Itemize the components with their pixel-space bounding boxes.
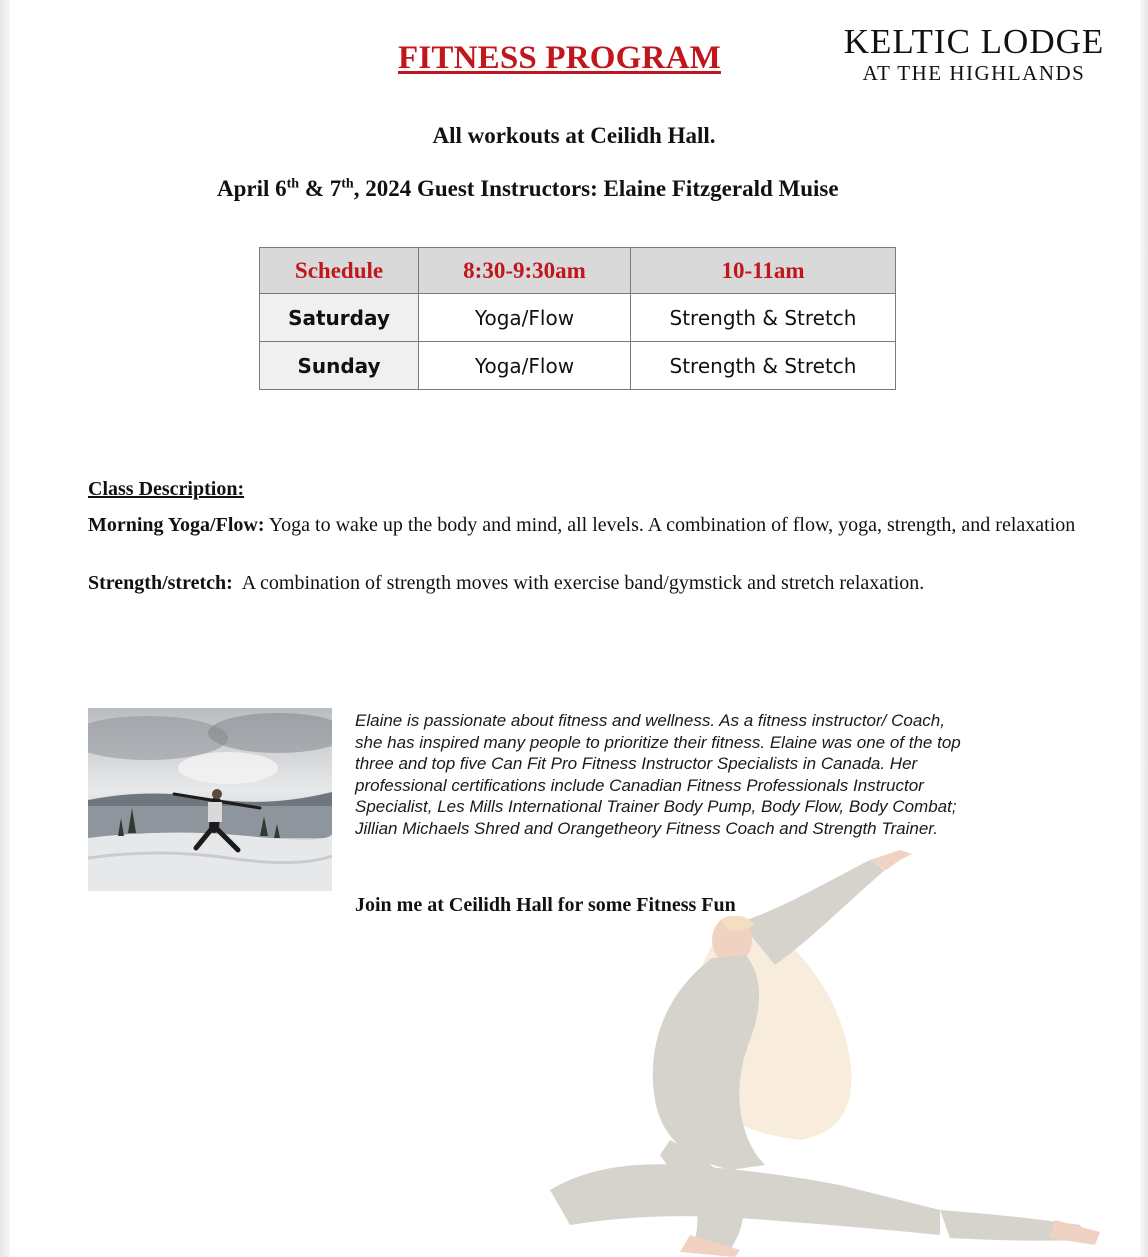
schedule-header-row (260, 248, 896, 294)
schedule-row (260, 294, 896, 342)
date-suffix-2: th (341, 176, 354, 192)
join-line: Join me at Ceilidh Hall for some Fitness Fun (355, 894, 736, 916)
strength-text: A combination of strength moves with exercise band/gymstick and stretch relaxation. (232, 572, 925, 594)
brand-sub-text: AT THE HIGHLANDS (862, 61, 1086, 85)
schedule-table (259, 247, 896, 390)
brand-main-text: KELTIC LODGE (843, 22, 1105, 61)
instructors-date: April 6 (217, 176, 287, 201)
page-title: FITNESS PROGRAM (398, 40, 721, 76)
strength-label: Strength/stretch: (88, 572, 233, 594)
schedule-class-cell: Strength & Stretch (631, 342, 896, 390)
schedule-day-cell: Sunday (260, 342, 419, 390)
yoga-text: Yoga to wake up the body and mind, all levels. A combination of flow, yoga, strength, and relaxation (264, 514, 1076, 536)
brand-logo (840, 22, 1108, 84)
schedule-row (260, 342, 896, 390)
instructors-names: , 2024 Guest Instructors: Elaine Fitzgerald Muise (353, 176, 839, 201)
schedule-class-cell: Yoga/Flow (419, 342, 631, 390)
instructors-line (217, 176, 839, 202)
schedule-class-cell: Yoga/Flow (419, 294, 631, 342)
strength-description (88, 572, 1088, 595)
instructor-photo (88, 708, 332, 891)
schedule-class-cell: Strength & Stretch (631, 294, 896, 342)
yoga-label: Morning Yoga/Flow: (88, 514, 265, 536)
venue-line: All workouts at Ceilidh Hall. (432, 123, 716, 148)
date-suffix-1: th (286, 176, 300, 192)
schedule-day-cell: Saturday (260, 294, 419, 342)
schedule-header-cell: 10-11am (631, 248, 896, 294)
page-edge-left (0, 0, 10, 1257)
instructor-bio: Elaine is passionate about fitness and wellness. As a fitness instructor/ Coach, she has inspired many people to prioritize their fitness. Elaine was one of the top three and top five Can Fit Pro Fitness Instructor Specialists in Canada. Her professional certifications include Canadian Fitness Professionals Instructor Specialist, Les Mills International Trainer Body Pump, Body Flow, Body Combat; Jillian Michaels Shred and Orangetheory Fitness Coach and Strength Trainer. (355, 711, 961, 838)
schedule-header-cell: Schedule (260, 248, 419, 294)
instructors-date-2: & 7 (299, 176, 342, 201)
class-description-heading: Class Description: (88, 478, 245, 500)
schedule-header-cell: 8:30-9:30am (419, 248, 631, 294)
yoga-description (88, 513, 1078, 537)
page-edge-right (1140, 0, 1148, 1257)
